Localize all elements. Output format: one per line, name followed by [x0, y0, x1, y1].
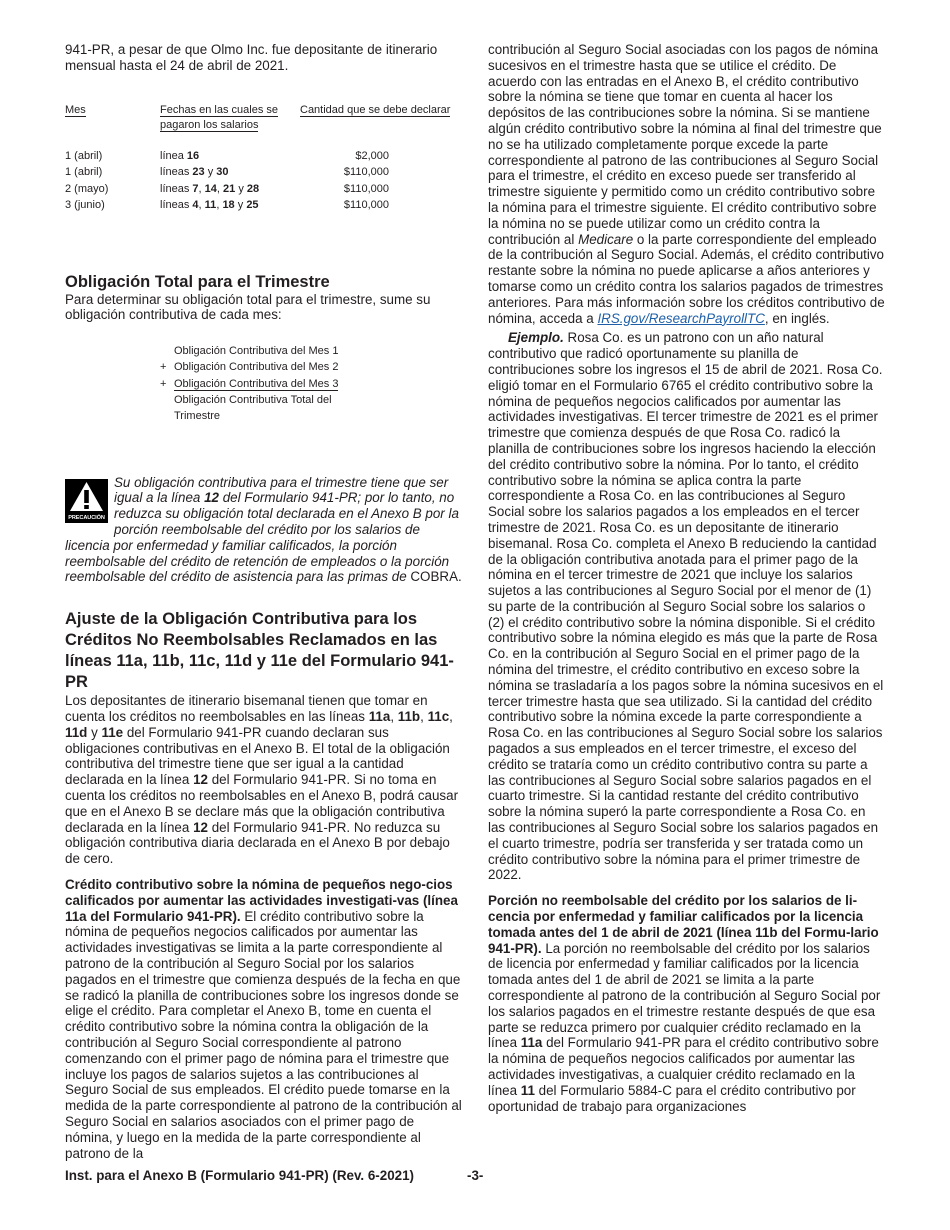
table-cell-amount: $110,000 — [343, 166, 389, 179]
table-cell-dates: líneas 7, 14, 21 y 28 — [160, 182, 260, 195]
table-row — [65, 182, 455, 198]
irs-research-payroll-link[interactable]: IRS.gov/ResearchPayrollTC — [597, 310, 765, 326]
caution-icon: PRECAUCIÓN — [65, 479, 108, 523]
continuation-paragraph: contribución al Seguro Social asociadas con los pagos de nómina sucesivos en el trimestre hasta que se utilice el crédito. De acuerdo con las entradas en el Anexo B, el crédito contributivo sobre la nómina se tiene que tomar en cuenta al hacer los depósitos de las contribuciones sobre la nómina. Si se mantiene algún crédito contributivo sobre la nómina al final del trimestre que no se ha utilizado completamente porque excede la parte correspondiente al patrono de las contribuciones al Seguro Social para el trimestre, el crédito en exceso puede ser transferido al trimestre siguiente y permitido como un crédito contributivo sobre la nómina para el trimestre siguiente. El crédito contributivo sobre la nómina no se puede utilizar como un crédito contra la contribución al Medicare o la parte correspondiente del empleado de la contribución al Seguro Social. Además, el crédito contributivo restante sobre la nómina no puede aplicarse a años anteriores y tomarse como un crédito contra los salarios pagados de trimestres anteriores. Para más información sobre los créditos contributivo de nómina, acceda a IRS.gov/ResearchPayrollTC, en inglés. — [488, 42, 885, 326]
sum-line-2: + Obligación Contributiva del Mes 2 — [160, 361, 339, 374]
table-cell-amount: $2,000 — [355, 149, 389, 162]
sum-total: Obligación Contributiva Total del Trimestre — [174, 394, 332, 423]
left-column — [65, 42, 463, 1161]
table-header: Mes — [65, 103, 86, 116]
table-row — [65, 149, 455, 165]
section-heading-total: Obligación Total para el Trimestre — [65, 272, 330, 291]
example-paragraph: Ejemplo. Rosa Co. es un patrono con un año natural contributivo que radicó oportunamente su planilla de contribuciones sobre los ingresos el 15 de abril de 2021. Rosa Co. eligió tomar en el Formulario 6765 el crédito contributivo sobre la nómina de pequeños negocios calificados por aumentar las actividades investigativas. El tercer trimestre de 2021 es el primer trimestre que comienza después de que Rosa Co. radicó la planilla de contribuciones sobre los ingresos haciendo la elección del crédito contributivo sobre la nómina. Por lo tanto, el crédito contributivo sobre la nómina se aplica contra la parte correspondiente a Rosa Co. en las contribuciones al Seguro Social sobre los salarios pagados a los empleados en el tercer trimestre de 2021. Rosa Co. es un depositante de itinerario bisemanal. Rosa Co. completa el Anexo B reduciendo la cantidad de la obligación contributiva anotada para el primer pago de la nómina en el tercer trimestre de 2021 que incluye los salarios sujetos a las contribuciones al Seguro Social por el menor de (1) su parte de la contribución al Seguro Social sobre los salarios o (2) el crédito contributivo sobre la nómina disponible. Si el crédito contributivo sobre la nómina elegido es más que la parte de Rosa Co. en la contribución al Seguro Social en el primer pago de la nómina del trimestre, el crédito contributivo en exceso sobre la nómina se trasladaría a los pagos sobre la nómina sucesivos en el tercer trimestre hasta que sea utilizado. Si la cantidad del crédito contributivo sobre la nómina excede la parte correspondiente a Rosa Co. en las contribuciones al Seguro Social sobre los salarios pagados a sus empleados en el tercer trimestre, el exceso del crédito se trataría como un crédito contributivo contra su parte a las contribuciones al Seguro Social sobre salarios pagados en el cuarto trimestre. Si la cantidad restante del crédito contributivo sobre la nómina superó la parte correspondiente a Rosa Co. en las contribuciones al Seguro Social sobre los salarios pagados en el cuarto trimestre, podría ser transferida y ser tratada como un crédito contributivo sobre la nómina para el primer trimestre de 2022. — [488, 330, 884, 883]
page-footer — [65, 1168, 885, 1184]
table-cell-month: 3 (junio) — [65, 199, 105, 212]
table-cell-dates: líneas 23 y 30 — [160, 166, 229, 179]
table-cell-dates: líneas 4, 11, 18 y 25 — [160, 199, 259, 212]
intro-paragraph: 941-PR, a pesar de que Olmo Inc. fue depositante de itinerario mensual hasta el 24 de abril de 2021. — [65, 42, 438, 73]
table-header: Cantidad que se debe declarar — [300, 103, 451, 116]
credit-paragraph: Crédito contributivo sobre la nómina de pequeños nego-cios calificados por aumentar las actividades investigati-vas (línea 11a del Formulario 941-PR). El crédito contributivo sobre la nómina de pequeños negocios calificados por aumentar las actividades investigativas se limita a la parte correspondiente al patrono de la contribución al Seguro Social por los salarios pagados en el trimestre que comienza después de la fecha en que se radicó la planilla de contribuciones sobre los ingresos donde se elige el crédito. Para completar el Anexo B, tome en cuenta el crédito contributivo sobre la nómina contra la obligación de la contribución al Seguro Social correspondiente al patrono comenzando con el primer pago de nómina para el trimestre que incluye los pagos de salarios sujetos a las contribuciones al Seguro Social de sus empleados. El crédito puede tomarse en la medida de la parte correspondiente al patrono de la contribución al Seguro Social en salarios asociados con el primer pago de nómina, y luego en la medida de la parte correspondiente al patrono de la — [65, 876, 462, 1161]
footer-title: Inst. para el Anexo B (Formulario 941-PR) (Rev. 6-2021) — [65, 1168, 414, 1183]
section-heading-adjustment: Ajuste de la Obligación Contributiva para los Créditos No Reembolsables Reclamados en las líneas 11a, 11b, 11c, 11d y 11e del Formulario 941-PR — [65, 610, 454, 692]
table-cell-amount: $110,000 — [343, 182, 389, 195]
table-row — [65, 198, 455, 214]
sum-line-3: + Obligación Contributiva del Mes 3 — [160, 377, 339, 390]
page-number: -3- — [467, 1168, 484, 1183]
sum-line-1: Obligación Contributiva del Mes 1 — [174, 345, 339, 358]
right-column — [488, 42, 885, 1114]
total-paragraph: Para determinar su obligación total para el trimestre, sume su obligación contributiva de cada mes: — [65, 291, 431, 323]
table-row — [65, 165, 455, 181]
schedule-table — [65, 103, 455, 215]
table-header-row — [65, 103, 455, 133]
table-cell-dates: línea 16 — [160, 149, 200, 162]
table-cell-month: 2 (mayo) — [65, 182, 109, 195]
table-cell-amount: $110,000 — [343, 199, 389, 212]
caution-note: PRECAUCIÓN Su obligación contributiva para el trimestre tiene que ser igual a la línea 12 del Formulario 941-PR; por lo tanto, no reduzca su obligación total declarada en el Anexo B por la porción reembolsable del crédito por los salarios de licencia por enfermedad y familiar calificados, la porción reembolsable del crédito de retención de empleados o la porción reembolsable del crédito de asistencia para las primas de COBRA. — [65, 474, 462, 585]
portion-paragraph: Porción no reembolsable del crédito por los salarios de li-cencia por enfermedad y familiar calificados por la licencia tomada antes del 1 de abril de 2021 (línea 11b del Formu-lario 941-PR). La porción no reembolsable del crédito por los salarios de licencia por enfermedad y familiar calificados por la licencia tomada antes del 1 de abril de 2021 se limita a la parte correspondiente al patrono de la contribución al Seguro Social por los salarios pagados en el trimestre restante después de que esa parte se reduzca primero por cualquier crédito reclamado en la línea 11a del Formulario 941-PR para el crédito contributivo sobre la nómina de pequeños negocios calificados por aumentar las actividades investigativas, a cualquier crédito reclamado en la línea 11 del Formulario 5884-C para el crédito contributivo por oportunidad de trabajo para organizaciones — [488, 893, 881, 1114]
adjustment-paragraph: Los depositantes de itinerario bisemanal tienen que tomar en cuenta los créditos no reembolsables en las líneas 11a, 11b, 11c, 11d y 11e del Formulario 941-PR cuando declaran sus obligaciones contributivas en el Anexo B. El total de la obligación contributiva del trimestre tiene que ser igual a la cantidad declarada en la línea 12 del Formulario 941-PR. Si no toma en cuenta los créditos no reembolsables en el Anexo B, podrá causar que en el Anexo B se declare más que la obligación contributiva declarada en la línea 12 del Formulario 941-PR. No reduzca su obligación contributiva diaria declarada en el Anexo B por debajo de cero. — [65, 693, 459, 867]
sum-block — [160, 343, 463, 424]
table-header: Fechas en las cuales se pagaron los salarios — [160, 103, 279, 131]
table-cell-month: 1 (abril) — [65, 149, 103, 162]
table-cell-month: 1 (abril) — [65, 166, 103, 179]
